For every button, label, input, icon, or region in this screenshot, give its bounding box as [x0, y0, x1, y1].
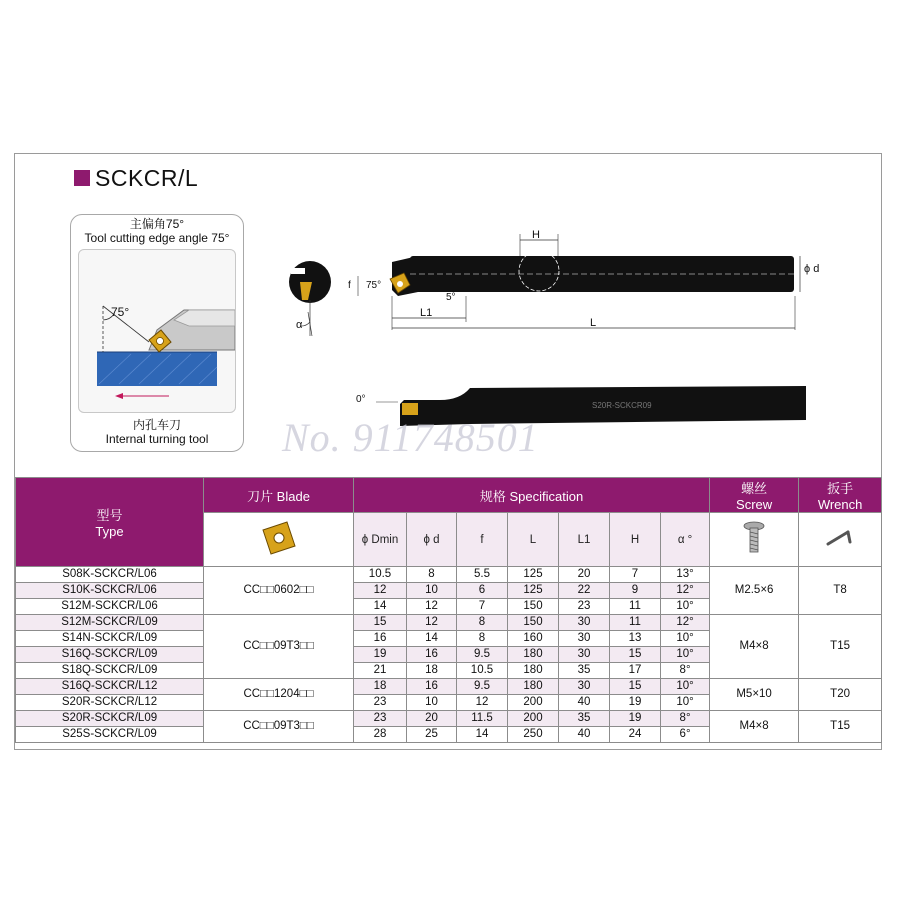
type-header — [16, 478, 204, 567]
l-cell: 180 — [508, 647, 559, 663]
alpha-cell: 12° — [661, 615, 710, 631]
type-cell: S20R-SCKCR/L09 — [16, 711, 204, 727]
l1-cell: 30 — [559, 679, 610, 695]
l1-cell: 30 — [559, 615, 610, 631]
l-cell: 180 — [508, 679, 559, 695]
header-row-1 — [16, 478, 882, 513]
blade-header: 刀片 Blade — [204, 478, 354, 513]
blade-cell: CC□□09T3□□ — [204, 615, 354, 679]
f-cell: 9.5 — [457, 679, 508, 695]
col-d: ϕ d — [407, 513, 457, 567]
l1-cell: 22 — [559, 583, 610, 599]
h-cell: 19 — [610, 711, 661, 727]
type-cell: S16Q-SCKCR/L09 — [16, 647, 204, 663]
callout-bottom-en: Internal turning tool — [105, 432, 209, 446]
l-cell: 200 — [508, 711, 559, 727]
l-cell: 150 — [508, 615, 559, 631]
spec-header: 规格 Specification — [354, 478, 710, 513]
spec-table — [15, 477, 882, 743]
col-f: f — [457, 513, 508, 567]
l-cell: 250 — [508, 727, 559, 743]
type-cell: S08K-SCKCR/L06 — [16, 567, 204, 583]
dim-5-label: 5° — [446, 292, 456, 303]
l-cell: 150 — [508, 599, 559, 615]
dim-f-label: f — [348, 280, 351, 291]
f-cell: 11.5 — [457, 711, 508, 727]
alpha-label: α — [296, 319, 303, 331]
blade-cell: CC□□0602□□ — [204, 567, 354, 615]
dmin-cell: 18 — [354, 679, 407, 695]
type-cell: S12M-SCKCR/L09 — [16, 615, 204, 631]
d-cell: 12 — [407, 615, 457, 631]
d-cell: 8 — [407, 567, 457, 583]
l1-cell: 40 — [559, 727, 610, 743]
wrench-image-cell — [799, 513, 882, 567]
l-cell: 180 — [508, 663, 559, 679]
h-cell: 24 — [610, 727, 661, 743]
title-text: SCKCR/L — [95, 164, 199, 191]
col-alpha: α ° — [661, 513, 710, 567]
col-l1: L1 — [559, 513, 610, 567]
type-cell: S20R-SCKCR/L12 — [16, 695, 204, 711]
f-cell: 14 — [457, 727, 508, 743]
f-cell: 9.5 — [457, 647, 508, 663]
dim-75-label: 75° — [366, 280, 382, 291]
screw-header-en: Screw — [736, 497, 773, 512]
f-cell: 5.5 — [457, 567, 508, 583]
l1-cell: 23 — [559, 599, 610, 615]
col-dmin: ϕ Dmin — [354, 513, 407, 567]
d-cell: 18 — [407, 663, 457, 679]
wrench-header-cn: 扳手 — [827, 481, 854, 496]
table-row — [16, 567, 882, 583]
l1-cell: 35 — [559, 711, 610, 727]
callout-top-cn: 主偏角75° — [129, 217, 185, 231]
alpha-cell: 10° — [661, 631, 710, 647]
screw-header-cn: 螺丝 — [741, 481, 768, 496]
type-cell: S25S-SCKCR/L09 — [16, 727, 204, 743]
h-cell: 11 — [610, 599, 661, 615]
dmin-cell: 15 — [354, 615, 407, 631]
l1-cell: 35 — [559, 663, 610, 679]
dmin-cell: 16 — [354, 631, 407, 647]
l-cell: 160 — [508, 631, 559, 647]
callout-top-en: Tool cutting edge angle 75° — [84, 231, 230, 245]
screw-icon — [739, 520, 769, 556]
blade-insert-icon — [259, 518, 299, 558]
screw-header — [710, 478, 799, 513]
angle-label: 75° — [111, 305, 130, 319]
wrench-icon — [822, 520, 858, 556]
table-row — [16, 615, 882, 631]
type-cell: S12M-SCKCR/L06 — [16, 599, 204, 615]
h-cell: 19 — [610, 695, 661, 711]
dmin-cell: 10.5 — [354, 567, 407, 583]
l1-cell: 30 — [559, 647, 610, 663]
l1-cell: 40 — [559, 695, 610, 711]
alpha-cell: 8° — [661, 711, 710, 727]
type-cell: S18Q-SCKCR/L09 — [16, 663, 204, 679]
alpha-cell: 10° — [661, 599, 710, 615]
screw-cell: M4×8 — [710, 711, 799, 743]
dim-l1-label: L1 — [420, 307, 433, 319]
dmin-cell: 23 — [354, 695, 407, 711]
f-cell: 6 — [457, 583, 508, 599]
callout-bottom-cn: 内孔车刀 — [132, 418, 181, 432]
f-cell: 10.5 — [457, 663, 508, 679]
d-cell: 16 — [407, 647, 457, 663]
dim-h-label: H — [532, 229, 540, 241]
dmin-cell: 12 — [354, 583, 407, 599]
wrench-header-en: Wrench — [817, 497, 863, 512]
wrench-cell: T15 — [799, 711, 882, 743]
dmin-cell: 21 — [354, 663, 407, 679]
l1-cell: 30 — [559, 631, 610, 647]
f-cell: 7 — [457, 599, 508, 615]
blade-cell: CC□□1204□□ — [204, 679, 354, 711]
col-l: L — [508, 513, 559, 567]
table-row — [16, 679, 882, 695]
h-cell: 17 — [610, 663, 661, 679]
blade-image-cell — [204, 513, 354, 567]
wrench-cell: T15 — [799, 615, 882, 679]
col-h: H — [610, 513, 661, 567]
alpha-cell: 10° — [661, 647, 710, 663]
dim-0-label: 0° — [356, 394, 366, 405]
dmin-cell: 14 — [354, 599, 407, 615]
alpha-cell: 10° — [661, 695, 710, 711]
d-cell: 14 — [407, 631, 457, 647]
dim-d-label: ϕ d — [804, 263, 820, 275]
bar-marking-label: S20R-SCKCR09 — [592, 401, 652, 410]
h-cell: 7 — [610, 567, 661, 583]
screw-image-cell — [710, 513, 799, 567]
d-cell: 16 — [407, 679, 457, 695]
type-cell: S14N-SCKCR/L09 — [16, 631, 204, 647]
type-cell: S16Q-SCKCR/L12 — [16, 679, 204, 695]
l-cell: 125 — [508, 567, 559, 583]
wrench-cell: T8 — [799, 567, 882, 615]
alpha-cell: 10° — [661, 679, 710, 695]
alpha-cell: 8° — [661, 663, 710, 679]
h-cell: 11 — [610, 615, 661, 631]
type-cell: S10K-SCKCR/L06 — [16, 583, 204, 599]
dmin-cell: 28 — [354, 727, 407, 743]
h-cell: 9 — [610, 583, 661, 599]
l1-cell: 20 — [559, 567, 610, 583]
screw-cell: M4×8 — [710, 615, 799, 679]
h-cell: 15 — [610, 679, 661, 695]
dmin-cell: 23 — [354, 711, 407, 727]
wrench-cell: T20 — [799, 679, 882, 711]
d-cell: 25 — [407, 727, 457, 743]
h-cell: 15 — [610, 647, 661, 663]
alpha-cell: 12° — [661, 583, 710, 599]
dim-l-label: L — [590, 317, 597, 329]
d-cell: 20 — [407, 711, 457, 727]
l-cell: 125 — [508, 583, 559, 599]
table-row — [16, 711, 882, 727]
d-cell: 12 — [407, 599, 457, 615]
screw-cell: M5×10 — [710, 679, 799, 711]
alpha-cell: 13° — [661, 567, 710, 583]
alpha-cell: 6° — [661, 727, 710, 743]
l-cell: 200 — [508, 695, 559, 711]
bar-insert-screw — [397, 281, 403, 287]
screw-cell: M2.5×6 — [710, 567, 799, 615]
d-cell: 10 — [407, 583, 457, 599]
f-cell: 8 — [457, 615, 508, 631]
f-cell: 12 — [457, 695, 508, 711]
watermark: No. 911748501 — [282, 415, 539, 460]
dmin-cell: 19 — [354, 647, 407, 663]
type-header-cn: 型号 — [96, 508, 123, 523]
blade-cell: CC□□09T3□□ — [204, 711, 354, 743]
h-cell: 13 — [610, 631, 661, 647]
d-cell: 10 — [407, 695, 457, 711]
wrench-header — [799, 478, 882, 513]
type-header-en: Type — [95, 524, 124, 539]
f-cell: 8 — [457, 631, 508, 647]
